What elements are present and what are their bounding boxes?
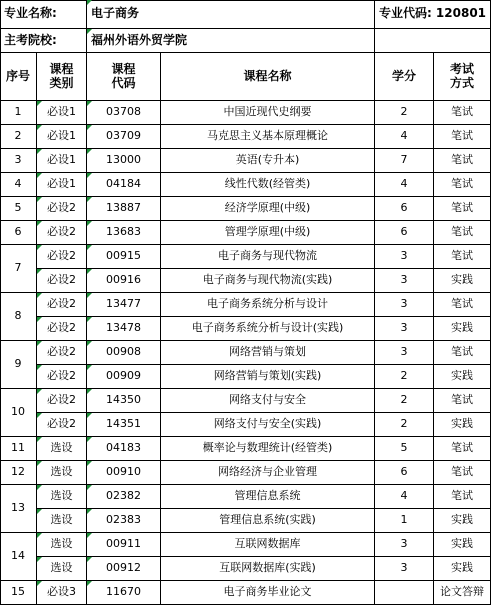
cell-exam[interactable]: 笔试 (434, 389, 491, 413)
cell-type[interactable]: 必设1 (37, 101, 87, 125)
col-type-header-line1: 课程 (49, 61, 74, 76)
cell-code[interactable]: 11670 (87, 581, 161, 605)
col-exam-header-line2: 方式 (449, 75, 474, 90)
cell-code[interactable]: 00909 (87, 365, 161, 389)
cell-credit[interactable]: 3 (375, 317, 434, 341)
cell-type[interactable]: 必设3 (37, 581, 87, 605)
cell-credit[interactable]: 3 (375, 293, 434, 317)
cell-code[interactable]: 14350 (87, 389, 161, 413)
cell-exam[interactable]: 笔试 (434, 173, 491, 197)
col-type-header (37, 53, 87, 101)
cell-credit[interactable]: 2 (375, 365, 434, 389)
cell-type[interactable]: 必设2 (37, 365, 87, 389)
cell-exam[interactable]: 笔试 (434, 221, 491, 245)
school-label: 主考院校: (0, 29, 87, 53)
col-name-header: 课程名称 (161, 53, 375, 101)
cell-seq[interactable]: 12 (0, 461, 37, 485)
cell-seq[interactable]: 8 (0, 293, 37, 341)
cell-code[interactable]: 13887 (87, 197, 161, 221)
cell-credit[interactable]: 2 (375, 413, 434, 437)
cell-exam[interactable]: 笔试 (434, 101, 491, 125)
cell-type[interactable]: 必设2 (37, 197, 87, 221)
cell-type[interactable]: 必设2 (37, 389, 87, 413)
blank-cell (375, 29, 491, 53)
cell-seq[interactable]: 11 (0, 437, 37, 461)
cell-name[interactable]: 线性代数(经管类) (161, 173, 375, 197)
cell-type[interactable]: 必设1 (37, 173, 87, 197)
cell-name[interactable]: 网络支付与安全 (161, 389, 375, 413)
cell-name[interactable]: 概率论与数理统计(经管类) (161, 437, 375, 461)
cell-exam[interactable]: 实践 (434, 317, 491, 341)
major-label: 专业名称: (0, 0, 87, 29)
cell-exam[interactable]: 笔试 (434, 197, 491, 221)
cell-exam[interactable]: 笔试 (434, 437, 491, 461)
cell-credit[interactable]: 6 (375, 461, 434, 485)
cell-seq[interactable]: 3 (0, 149, 37, 173)
cell-type[interactable]: 选设 (37, 509, 87, 533)
cell-seq[interactable]: 10 (0, 389, 37, 437)
cell-seq[interactable]: 9 (0, 341, 37, 389)
cell-seq[interactable]: 4 (0, 173, 37, 197)
cell-code[interactable]: 00916 (87, 269, 161, 293)
cell-code[interactable]: 13477 (87, 293, 161, 317)
cell-exam[interactable]: 笔试 (434, 245, 491, 269)
cell-seq[interactable]: 15 (0, 581, 37, 605)
cell-code[interactable]: 13478 (87, 317, 161, 341)
cell-type[interactable]: 必设2 (37, 413, 87, 437)
col-exam-header-line1: 考试 (449, 61, 474, 76)
cell-name[interactable]: 马克思主义基本原理概论 (161, 125, 375, 149)
cell-credit[interactable]: 2 (375, 101, 434, 125)
cell-name[interactable]: 电子商务毕业论文 (161, 581, 375, 605)
cell-name[interactable]: 电子商务与现代物流(实践) (161, 269, 375, 293)
cell-credit[interactable]: 6 (375, 197, 434, 221)
cell-seq[interactable]: 1 (0, 101, 37, 125)
cell-code[interactable]: 00908 (87, 341, 161, 365)
cell-seq[interactable]: 13 (0, 485, 37, 533)
cell-credit[interactable]: 4 (375, 485, 434, 509)
cell-name[interactable]: 中国近现代史纲要 (161, 101, 375, 125)
cell-code[interactable]: 13683 (87, 221, 161, 245)
cell-name[interactable]: 管理信息系统 (161, 485, 375, 509)
cell-name[interactable]: 电子商务系统分析与设计 (161, 293, 375, 317)
cell-name[interactable]: 互联网数据库(实践) (161, 557, 375, 581)
cell-type[interactable]: 选设 (37, 557, 87, 581)
cell-type[interactable]: 必设1 (37, 149, 87, 173)
cell-exam[interactable]: 笔试 (434, 461, 491, 485)
cell-code[interactable]: 00911 (87, 533, 161, 557)
cell-exam[interactable]: 笔试 (434, 341, 491, 365)
cell-credit[interactable]: 3 (375, 245, 434, 269)
cell-credit[interactable]: 3 (375, 533, 434, 557)
cell-type[interactable]: 选设 (37, 437, 87, 461)
cell-exam[interactable]: 实践 (434, 557, 491, 581)
school-value[interactable]: 福州外语外贸学院 (87, 29, 375, 53)
cell-name[interactable]: 网络经济与企业管理 (161, 461, 375, 485)
cell-code[interactable]: 13000 (87, 149, 161, 173)
cell-exam[interactable]: 实践 (434, 533, 491, 557)
cell-exam[interactable]: 实践 (434, 269, 491, 293)
cell-code[interactable]: 02382 (87, 485, 161, 509)
cell-credit[interactable]: 5 (375, 437, 434, 461)
cell-exam[interactable]: 论文答辩 (434, 581, 491, 605)
col-type-header-line2: 类别 (49, 75, 74, 90)
cell-name[interactable]: 电子商务与现代物流 (161, 245, 375, 269)
cell-exam[interactable]: 实践 (434, 509, 491, 533)
cell-type[interactable]: 选设 (37, 533, 87, 557)
cell-type[interactable]: 必设2 (37, 245, 87, 269)
cell-type[interactable]: 选设 (37, 485, 87, 509)
col-seq-header: 序号 (0, 53, 37, 101)
cell-credit[interactable] (375, 581, 434, 605)
col-exam-header (434, 53, 491, 101)
cell-name[interactable]: 网络支付与安全(实践) (161, 413, 375, 437)
cell-exam[interactable]: 笔试 (434, 125, 491, 149)
cell-credit[interactable]: 7 (375, 149, 434, 173)
cell-code[interactable]: 03708 (87, 101, 161, 125)
cell-type[interactable]: 必设2 (37, 341, 87, 365)
cell-type[interactable]: 选设 (37, 461, 87, 485)
cell-type[interactable]: 必设2 (37, 221, 87, 245)
cell-credit[interactable]: 4 (375, 173, 434, 197)
cell-exam[interactable]: 笔试 (434, 485, 491, 509)
cell-credit[interactable]: 2 (375, 389, 434, 413)
cell-seq[interactable]: 2 (0, 125, 37, 149)
cell-credit[interactable]: 3 (375, 269, 434, 293)
cell-code[interactable]: 00915 (87, 245, 161, 269)
cell-credit[interactable]: 4 (375, 125, 434, 149)
cell-code[interactable]: 00910 (87, 461, 161, 485)
cell-credit[interactable]: 3 (375, 341, 434, 365)
cell-name[interactable]: 经济学原理(中级) (161, 197, 375, 221)
cell-exam[interactable]: 笔试 (434, 293, 491, 317)
cell-name[interactable]: 电子商务系统分析与设计(实践) (161, 317, 375, 341)
cell-seq[interactable]: 14 (0, 533, 37, 581)
cell-name[interactable]: 互联网数据库 (161, 533, 375, 557)
col-code-header-line2: 代码 (111, 75, 136, 90)
cell-code[interactable]: 14351 (87, 413, 161, 437)
col-code-header (87, 53, 161, 101)
cell-type[interactable]: 必设2 (37, 317, 87, 341)
cell-name[interactable]: 英语(专升本) (161, 149, 375, 173)
cell-code[interactable]: 04184 (87, 173, 161, 197)
cell-credit[interactable]: 3 (375, 557, 434, 581)
cell-type[interactable]: 必设2 (37, 269, 87, 293)
cell-type[interactable]: 必设2 (37, 293, 87, 317)
col-code-header-line1: 课程 (111, 61, 136, 76)
cell-code[interactable]: 00912 (87, 557, 161, 581)
cell-name[interactable]: 网络营销与策划 (161, 341, 375, 365)
col-credit-header: 学分 (375, 53, 434, 101)
cell-seq[interactable]: 7 (0, 245, 37, 293)
cell-seq[interactable]: 5 (0, 197, 37, 221)
cell-name[interactable]: 网络营销与策划(实践) (161, 365, 375, 389)
cell-exam[interactable]: 笔试 (434, 149, 491, 173)
cell-exam[interactable]: 实践 (434, 365, 491, 389)
cell-credit[interactable]: 6 (375, 221, 434, 245)
major-code: 专业代码: 120801 (375, 0, 491, 29)
cell-code[interactable]: 02383 (87, 509, 161, 533)
cell-credit[interactable]: 1 (375, 509, 434, 533)
cell-code[interactable]: 04183 (87, 437, 161, 461)
cell-exam[interactable]: 实践 (434, 413, 491, 437)
major-value[interactable]: 电子商务 (87, 0, 375, 29)
cell-name[interactable]: 管理信息系统(实践) (161, 509, 375, 533)
cell-code[interactable]: 03709 (87, 125, 161, 149)
cell-seq[interactable]: 6 (0, 221, 37, 245)
cell-type[interactable]: 必设1 (37, 125, 87, 149)
cell-name[interactable]: 管理学原理(中级) (161, 221, 375, 245)
